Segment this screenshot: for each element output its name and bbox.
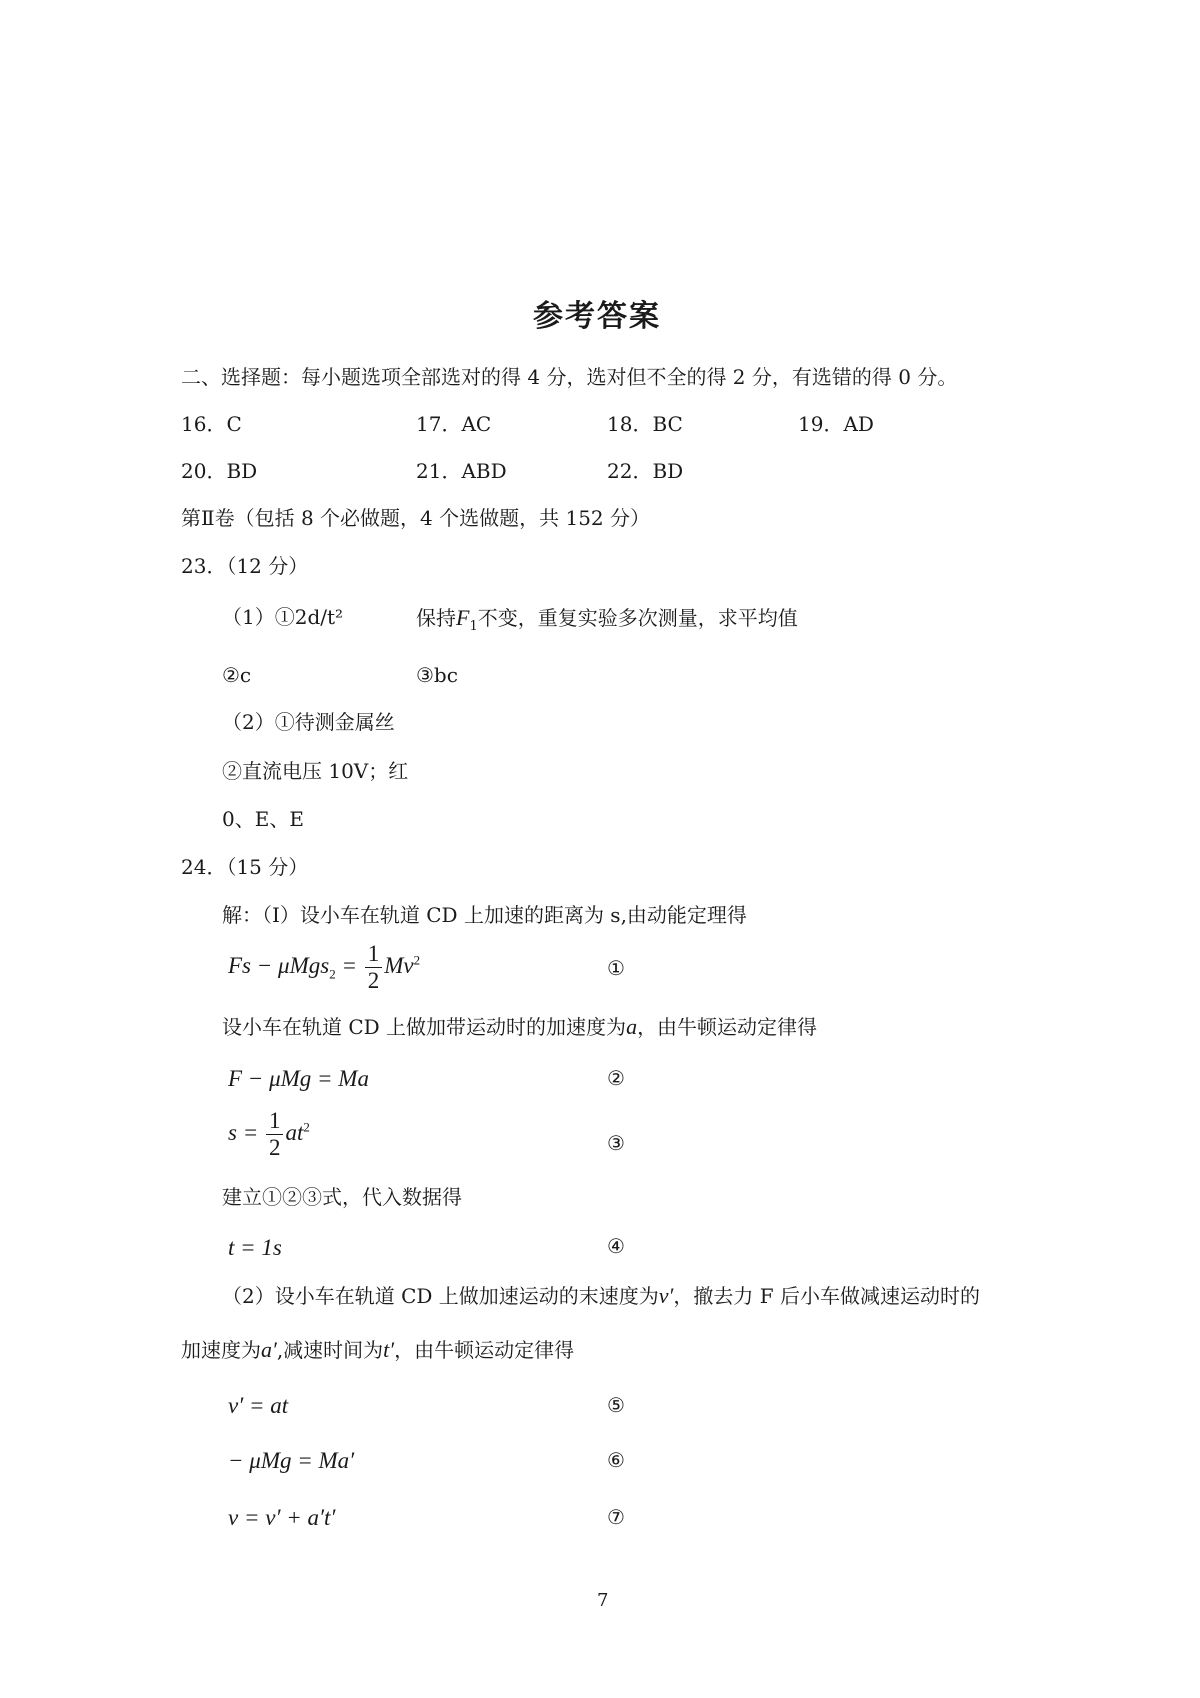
eq1-numerator: 1	[365, 942, 383, 968]
eq-mark-2: ②	[607, 1066, 625, 1090]
equation-6: − μMg = Ma′	[228, 1448, 355, 1473]
eq-mark-4: ④	[607, 1234, 625, 1258]
eq3-lhs: s =	[228, 1119, 264, 1145]
eq-mark-6: ⑥	[607, 1448, 625, 1472]
eq3-denominator: 2	[268, 1135, 281, 1161]
q23-p1-answer1: （1）①2d/t²	[222, 605, 344, 629]
eq3-superscript: 2	[303, 1119, 310, 1135]
note-prefix: 保持	[416, 606, 456, 630]
part2-prefix: （2）设小车在轨道 CD 上做加速运动的末速度为	[222, 1284, 659, 1308]
line2-prefix: 设小车在轨道 CD 上做加带运动时的加速度为	[222, 1015, 627, 1039]
section2-heading: 二、选择题：每小题选项全部选对的得 4 分，选对但不全的得 2 分，有选错的得 0 分。	[181, 365, 958, 389]
part2-heading: 第Ⅱ卷（包括 8 个必做题，4 个选做题，共 152 分）	[181, 506, 651, 530]
q24-part2-line1	[222, 1285, 980, 1307]
eq1-denominator: 2	[367, 968, 380, 994]
q23-p1-answer2: ②c	[222, 663, 252, 687]
q24-line3: 建立①②③式，代入数据得	[222, 1185, 462, 1209]
part2b-mid: ,减速时间为	[276, 1338, 384, 1362]
answer-20: 20．BD	[181, 459, 258, 483]
answer-21: 21．ABD	[416, 459, 507, 483]
eq3-rhs: at	[285, 1119, 304, 1145]
eq-mark-3: ③	[607, 1131, 625, 1155]
eq-mark-1: ①	[607, 956, 625, 980]
q24-intro: 解：（Ⅰ）设小车在轨道 CD 上加速的距离为 s,由动能定理得	[222, 903, 747, 927]
q24-line2	[222, 1016, 817, 1038]
eq1-equals: =	[335, 952, 363, 978]
eq1-lhs: Fs − μMgs	[228, 952, 330, 978]
q23-header: 23．（12 分）	[181, 554, 309, 578]
part2b-var-a: a′	[261, 1337, 277, 1362]
equation-2: F − μMg = Ma	[228, 1066, 369, 1091]
force-var: F	[456, 605, 470, 630]
eq3-fraction	[266, 1109, 284, 1160]
q24-part2-line2	[181, 1339, 574, 1361]
page-number: 7	[597, 1590, 609, 1611]
q24-header: 24．（15 分）	[181, 855, 309, 879]
line2-suffix: ，由牛顿运动定律得	[637, 1015, 818, 1039]
q23-p2-answer3: 0、E、E	[222, 807, 304, 831]
q23-p2-answer1: （2）①待测金属丝	[222, 710, 395, 734]
q23-p2-answer2: ②直流电压 10V；红	[222, 759, 409, 783]
answer-16: 16．C	[181, 412, 242, 436]
q23-p1-answer3: ③bc	[416, 663, 458, 687]
force-subscript: 1	[469, 619, 478, 634]
eq-mark-7: ⑦	[607, 1505, 625, 1529]
eq3-numerator: 1	[266, 1109, 284, 1135]
eq1-fraction	[365, 942, 383, 993]
answer-22: 22．BD	[607, 459, 684, 483]
equation-5: v′ = at	[228, 1393, 289, 1418]
equation-7: v = v′ + a′t′	[228, 1505, 336, 1530]
equation-3	[228, 1109, 310, 1160]
eq1-rhs: Mv	[384, 952, 414, 978]
part2-suffix: ，撤去力 F 后小车做减速运动时的	[673, 1284, 980, 1308]
part2b-prefix: 加速度为	[181, 1338, 261, 1362]
part2-var-v: v′	[658, 1283, 674, 1308]
answer-17: 17．AC	[416, 412, 492, 436]
eq1-superscript: 2	[413, 952, 421, 968]
part2b-var-t: t′	[383, 1337, 395, 1362]
line2-var: a	[626, 1014, 638, 1039]
eq1-subscript: 2	[329, 966, 336, 982]
answer-19: 19．AD	[798, 412, 874, 436]
part2b-suffix: ，由牛顿运动定律得	[394, 1338, 575, 1362]
note-suffix: 不变，重复实验多次测量，求平均值	[477, 606, 798, 630]
equation-1	[228, 942, 420, 993]
page-title: 参考答案	[533, 299, 661, 334]
eq-mark-5: ⑤	[607, 1393, 625, 1417]
q23-p1-note	[416, 607, 798, 633]
equation-4: t = 1s	[228, 1235, 282, 1260]
answer-18: 18．BC	[607, 412, 683, 436]
